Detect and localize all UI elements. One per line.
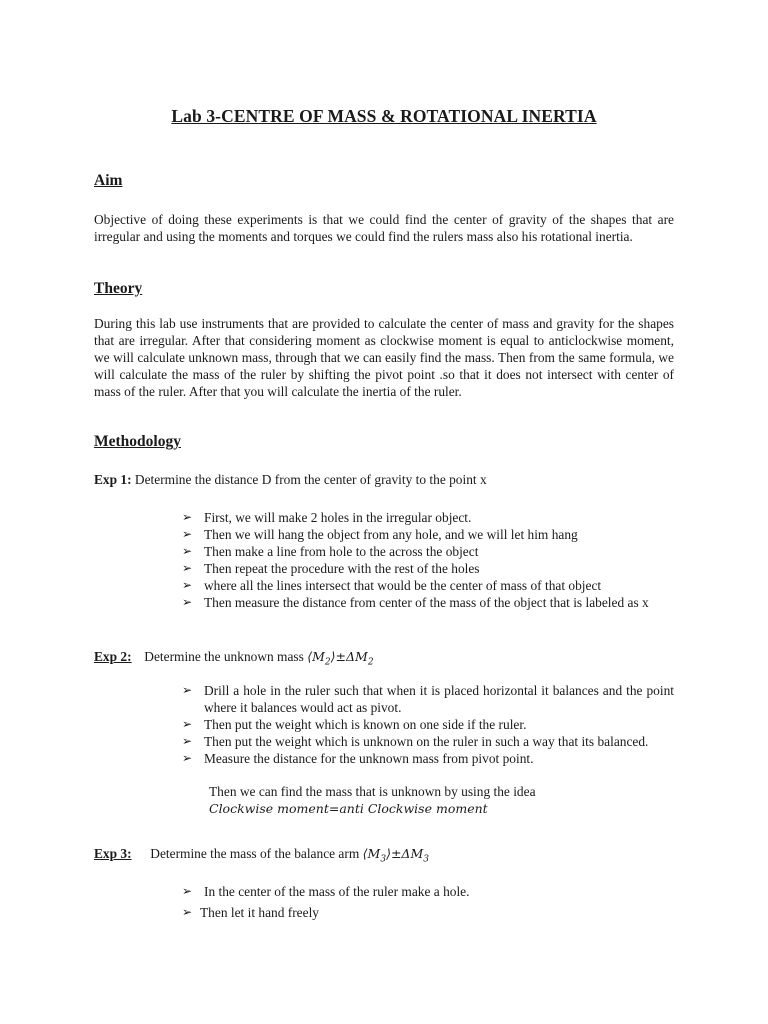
arrowhead-bullet-icon: ➢ [182, 683, 193, 697]
list-item: ➢ Then make a line from hole to the across the object [182, 544, 479, 559]
arrowhead-bullet-icon: ➢ [182, 734, 193, 748]
exp3-math: $⟨M_3⟩\pm\Delta M_3$ [362, 846, 429, 865]
arrowhead-bullet-icon: ➢ [182, 510, 193, 524]
arrowhead-bullet-icon: ➢ [182, 751, 193, 765]
methodology-heading: Methodology [94, 433, 181, 450]
exp2-line [94, 648, 374, 672]
page-title: Lab 3-CENTRE OF MASS & ROTATIONAL INERTIA [171, 106, 597, 126]
exp1-bullet-list [180, 509, 674, 611]
list-item: ➢ First, we will make 2 holes in the irregular object. [182, 510, 472, 525]
arrowhead-bullet-icon: ➢ [182, 905, 193, 919]
list-item: ➢ Then put the weight which is unknown on the ruler in such a way that its balanced. [182, 734, 649, 749]
exp2-description: Determine the unknown mass [144, 649, 304, 664]
list-item: ➢ Then repeat the procedure with the rest of the holes [182, 561, 480, 576]
exp3-line [94, 845, 429, 869]
arrowhead-bullet-icon: ➢ [182, 884, 193, 898]
exp1-label: Exp 1: [94, 472, 132, 487]
aim-heading: Aim [94, 172, 123, 189]
exp2-follow-line: Then we can find the mass that is unknown by using the idea [209, 784, 536, 799]
arrowhead-bullet-icon: ➢ [182, 578, 193, 592]
list-item: ➢ Then put the weight which is known on one side if the ruler. [182, 717, 527, 732]
exp3-bullet-list [180, 881, 674, 923]
list-item: ➢ Measure the distance for the unknown mass from pivot point. [182, 751, 534, 766]
exp3-description: Determine the mass of the balance arm [150, 846, 360, 861]
list-item: ➢ Then measure the distance from center of the mass of the object that is labeled as x [182, 595, 649, 610]
aim-paragraph: Objective of doing these experiments is that we could find the center of gravity of the shapes that are irregular and using the moments and torques we could find the rulers mass also his rotational inertia. [94, 212, 674, 244]
list-item: ➢ In the center of the mass of the ruler make a hole. [180, 881, 674, 902]
list-item: ➢ Then we will hang the object from any hole, and we will let him hang [182, 527, 578, 542]
exp2-label: Exp 2: [94, 649, 132, 664]
arrowhead-bullet-icon: ➢ [182, 717, 193, 731]
arrowhead-bullet-icon: ➢ [182, 595, 193, 609]
theory-heading: Theory [94, 280, 143, 297]
list-item: ➢ Then let it hand freely [180, 902, 674, 923]
list-item: ➢ where all the lines intersect that would be the center of mass of that object [182, 578, 602, 593]
exp2-math: $⟨M_2⟩\pm\Delta M_2$ [307, 649, 374, 668]
exp1-line [94, 471, 487, 488]
arrowhead-bullet-icon: ➢ [182, 544, 193, 558]
exp1-description: Determine the distance D from the center of gravity to the point x [131, 472, 487, 487]
theory-paragraph: During this lab use instruments that are provided to calculate the center of mass and gravity for the shapes that are irregular. After that considering moment as clockwise moment is equal to anticlockwise moment, we will calculate unknown mass, through that we can easily find the mass. Then from the same formula, we will calculate the mass of the ruler by shifting the pivot point .so that it does not intersect with center of mass of the ruler. After that you will calculate the inertia of the ruler. [94, 316, 674, 399]
arrowhead-bullet-icon: ➢ [182, 561, 193, 575]
exp2-equation: Clockwise moment=anti Clockwise moment [209, 801, 488, 816]
list-item: ➢ Drill a hole in the ruler such that when it is placed horizontal it balances and the point where it balances would act as pivot. [182, 683, 674, 715]
exp3-label: Exp 3: [94, 846, 132, 861]
exp2-bullet-list [180, 682, 674, 767]
arrowhead-bullet-icon: ➢ [182, 527, 193, 541]
